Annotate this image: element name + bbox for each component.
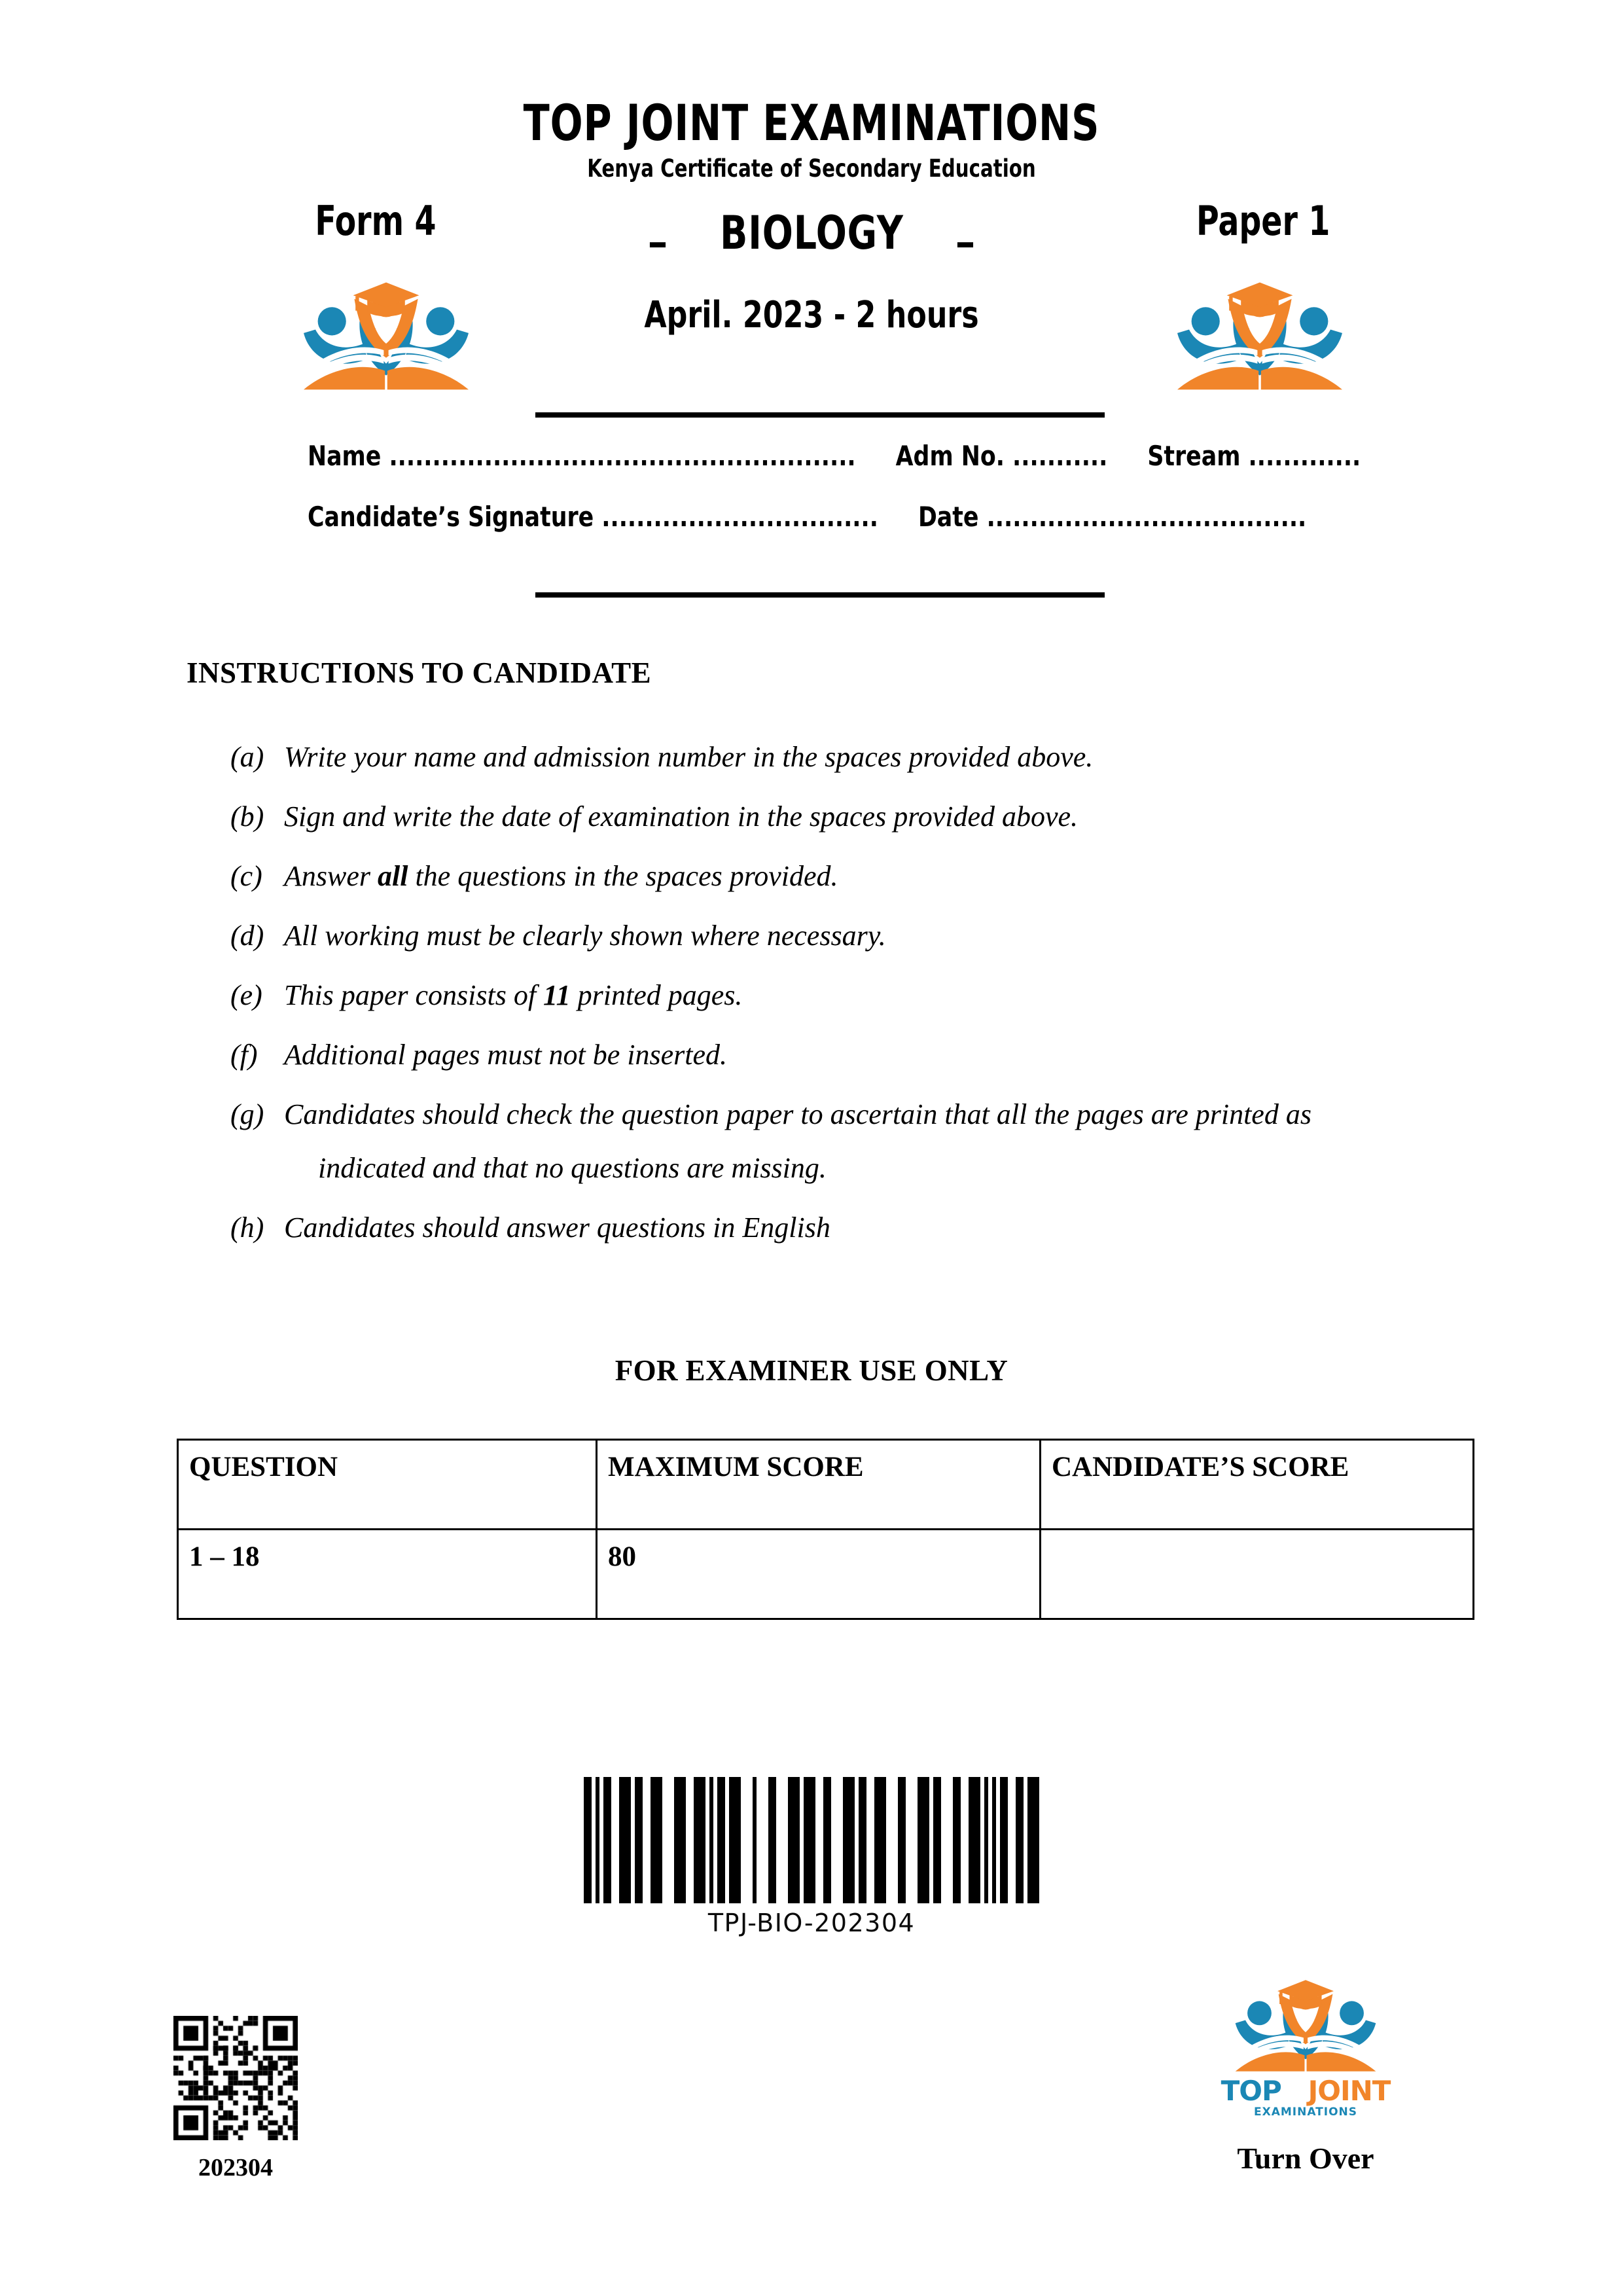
column-header-maximum-score: MAXIMUM SCORE: [597, 1440, 1041, 1530]
name-field-row: [308, 440, 1361, 472]
table-row: [178, 1530, 1474, 1619]
brand-wordmark-subtitle: EXAMINATIONS: [1253, 2106, 1358, 2119]
qr-code-icon: [173, 2016, 298, 2140]
instruction-item-c: [230, 862, 1461, 891]
subject-line: [452, 206, 1171, 266]
header-divider-top: [535, 412, 1105, 418]
instruction-text: All working must be clearly shown where necessary.: [284, 920, 886, 952]
subject-block: [452, 206, 1171, 336]
barcode-block: [584, 1777, 1039, 1937]
turn-over-label: Turn Over: [1237, 2142, 1374, 2175]
instruction-item-a: [230, 743, 1461, 772]
header-subject-row: [0, 187, 1623, 383]
instruction-text-line2: indicated and that no questions are missing.: [318, 1152, 827, 1184]
instruction-marker: (e): [230, 979, 262, 1011]
exam-title: TOP JOINT EXAMINATIONS: [523, 94, 1100, 152]
instruction-text-post: the questions in the spaces provided.: [408, 860, 838, 892]
cell-question-range: 1 – 18: [178, 1530, 597, 1619]
brand-word-joint: JOINT: [1308, 2075, 1391, 2107]
instruction-text: [284, 981, 1461, 1010]
instruction-text: Write your name and admission number in the spaces provided above.: [284, 741, 1094, 773]
brand-word-top: TOP: [1221, 2075, 1281, 2107]
instruction-marker: (a): [230, 741, 264, 773]
instructions-heading: INSTRUCTIONS TO CANDIDATE: [187, 656, 652, 689]
candidate-details-block: [308, 440, 1361, 562]
qr-code-block: [173, 2016, 298, 2182]
name-label: Name: [308, 440, 382, 472]
instruction-item-f: [230, 1041, 1461, 1069]
top-joint-logo-right-icon: [1171, 272, 1348, 393]
instruction-marker: (g): [230, 1098, 264, 1130]
instruction-text: [284, 862, 1461, 891]
column-header-candidate-score: CANDIDATE’S SCORE: [1041, 1440, 1474, 1530]
signature-label: Candidate’s Signature: [308, 501, 594, 533]
date-label: Date: [918, 501, 979, 533]
stream-input-dots[interactable]: .............: [1248, 440, 1361, 472]
adm-no-input-dots[interactable]: ...........: [1012, 440, 1108, 472]
instruction-emphasis: 11: [543, 979, 571, 1011]
column-header-question: QUESTION: [178, 1440, 597, 1530]
stream-label: Stream: [1147, 440, 1241, 472]
instruction-marker: (f): [230, 1039, 258, 1071]
signature-field-row: [308, 501, 1307, 533]
qr-code-label: 202304: [198, 2154, 273, 2181]
instruction-text-line1: Candidates should check the question paper to ascertain that all the pages are printed as: [284, 1098, 1311, 1130]
instruction-item-d: [230, 922, 1461, 950]
exam-date-duration: April. 2023 - 2 hours: [644, 294, 979, 336]
examiner-section-heading: FOR EXAMINER USE ONLY: [615, 1354, 1008, 1387]
name-input-dots[interactable]: ......................................................: [389, 440, 856, 472]
instruction-text-post: printed pages.: [570, 979, 743, 1011]
instruction-item-e: [230, 981, 1461, 1010]
instruction-text-pre: Answer: [284, 860, 378, 892]
header-divider-bottom: [535, 592, 1105, 598]
cell-candidate-score[interactable]: [1041, 1530, 1474, 1619]
examiner-score-table: [177, 1439, 1474, 1620]
page-header: [0, 94, 1623, 383]
instruction-marker: (h): [230, 1211, 264, 1244]
barcode-label: TPJ-BIO-202304: [707, 1909, 916, 1937]
instruction-text: Sign and write the date of examination in the spaces provided above.: [284, 800, 1079, 833]
dash-left: –: [647, 218, 668, 266]
instruction-marker: (c): [230, 860, 262, 892]
instruction-marker: (d): [230, 920, 264, 952]
table-header-row: [178, 1440, 1474, 1530]
instruction-text: Additional pages must not be inserted.: [284, 1039, 728, 1071]
date-input-dots[interactable]: .....................................: [986, 501, 1307, 533]
signature-input-dots[interactable]: ................................: [601, 501, 878, 533]
dash-right: –: [955, 218, 976, 266]
cell-maximum-score: 80: [597, 1530, 1041, 1619]
top-joint-logo-footer-icon: [1230, 1970, 1381, 2075]
spacer: [1290, 2075, 1299, 2107]
instruction-item-h: [230, 1213, 1461, 1242]
brand-footer-block: [1204, 1970, 1407, 2176]
subject-name: BIOLOGY: [719, 206, 904, 260]
instruction-text: [284, 1100, 1461, 1183]
paper-label: Paper 1: [1196, 197, 1330, 245]
brand-wordmark: [1204, 2077, 1407, 2105]
instruction-text-pre: This paper consists of: [284, 979, 544, 1011]
adm-no-label: Adm No.: [895, 440, 1005, 472]
barcode-image: [584, 1777, 1039, 1903]
exam-subtitle: Kenya Certificate of Secondary Education: [587, 154, 1036, 183]
instruction-marker: (b): [230, 800, 264, 833]
instruction-item-b: [230, 802, 1461, 831]
top-joint-logo-left-icon: [298, 272, 474, 393]
form-label: Form 4: [315, 197, 437, 245]
instruction-text: Candidates should answer questions in English: [284, 1211, 830, 1244]
instruction-item-g: [230, 1100, 1461, 1183]
instruction-emphasis: all: [378, 860, 408, 892]
instructions-list: [230, 743, 1461, 1273]
